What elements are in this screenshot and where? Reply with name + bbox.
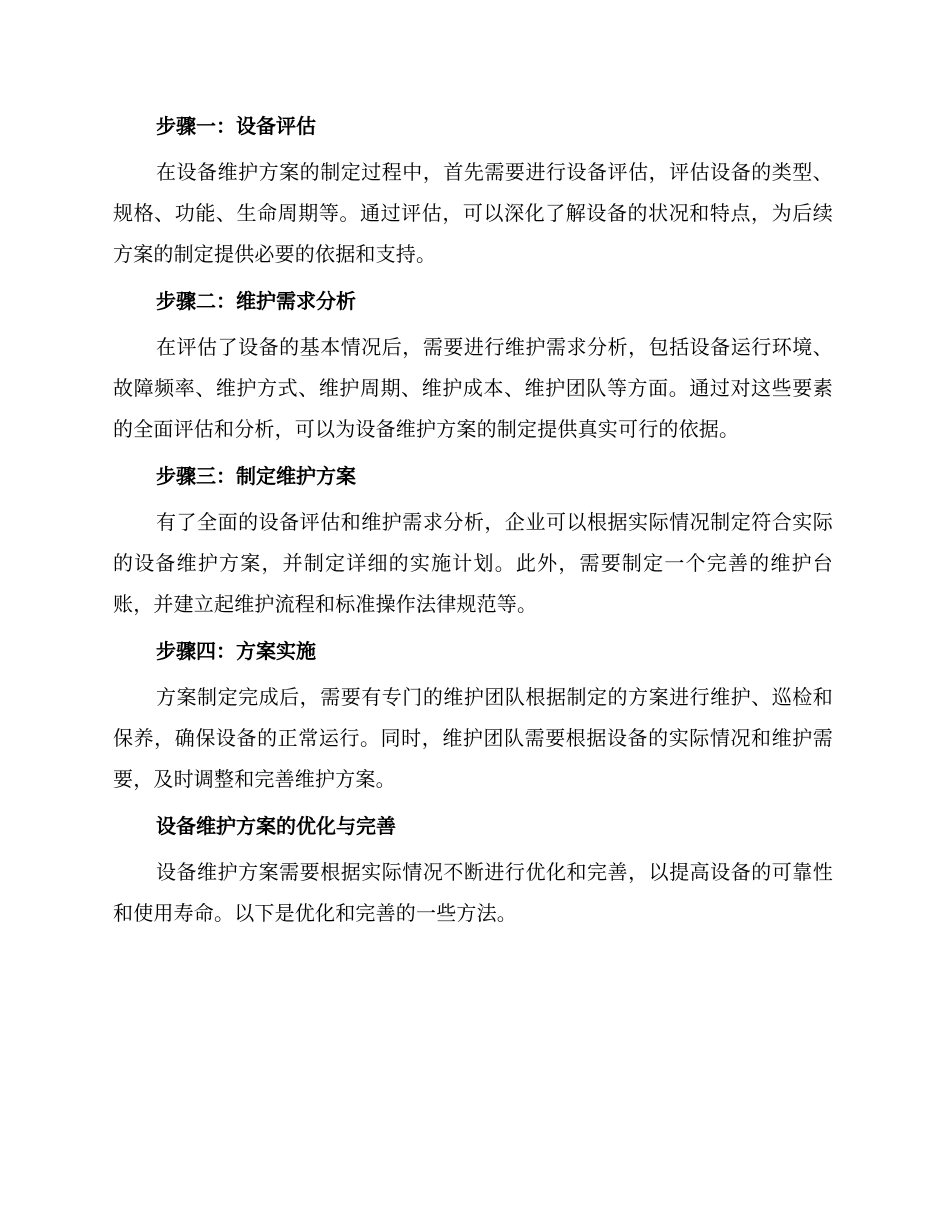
- section-paragraph: 在评估了设备的基本情况后，需要进行维护需求分析，包括设备运行环境、故障频率、维护方式、维护周期、维护成本、维护团队等方面。通过对这些要素的全面评估和分析，可以为设备维护方案的制定提供真实可行的依据。: [113, 335, 833, 441]
- section-optimization: [113, 806, 833, 934]
- section-heading: 步骤一：设备评估: [156, 114, 316, 138]
- section-heading: 步骤三：制定维护方案: [156, 464, 356, 488]
- section-paragraph: 设备维护方案需要根据实际情况不断进行优化和完善，以提高设备的可靠性和使用寿命。以下是优化和完善的一些方法。: [113, 860, 833, 925]
- section-heading: 设备维护方案的优化与完善: [156, 814, 396, 838]
- section-step-2: [113, 281, 833, 450]
- section-heading: 步骤四：方案实施: [156, 639, 316, 663]
- document-body: [113, 106, 833, 940]
- section-paragraph: 有了全面的设备评估和维护需求分析，企业可以根据实际情况制定符合实际的设备维护方案，并制定详细的实施计划。此外，需要制定一个完善的维护台账，并建立起维护流程和标准操作法律规范等。: [113, 510, 833, 616]
- section-step-1: [113, 106, 833, 275]
- section-step-3: [113, 456, 833, 625]
- section-paragraph: 方案制定完成后，需要有专门的维护团队根据制定的方案进行维护、巡检和保养，确保设备的正常运行。同时，维护团队需要根据设备的实际情况和维护需要，及时调整和完善维护方案。: [113, 685, 833, 791]
- section-heading: 步骤二：维护需求分析: [156, 289, 356, 313]
- section-step-4: [113, 631, 833, 800]
- section-paragraph: 在设备维护方案的制定过程中，首先需要进行设备评估，评估设备的类型、规格、功能、生命周期等。通过评估，可以深化了解设备的状况和特点，为后续方案的制定提供必要的依据和支持。: [113, 160, 833, 266]
